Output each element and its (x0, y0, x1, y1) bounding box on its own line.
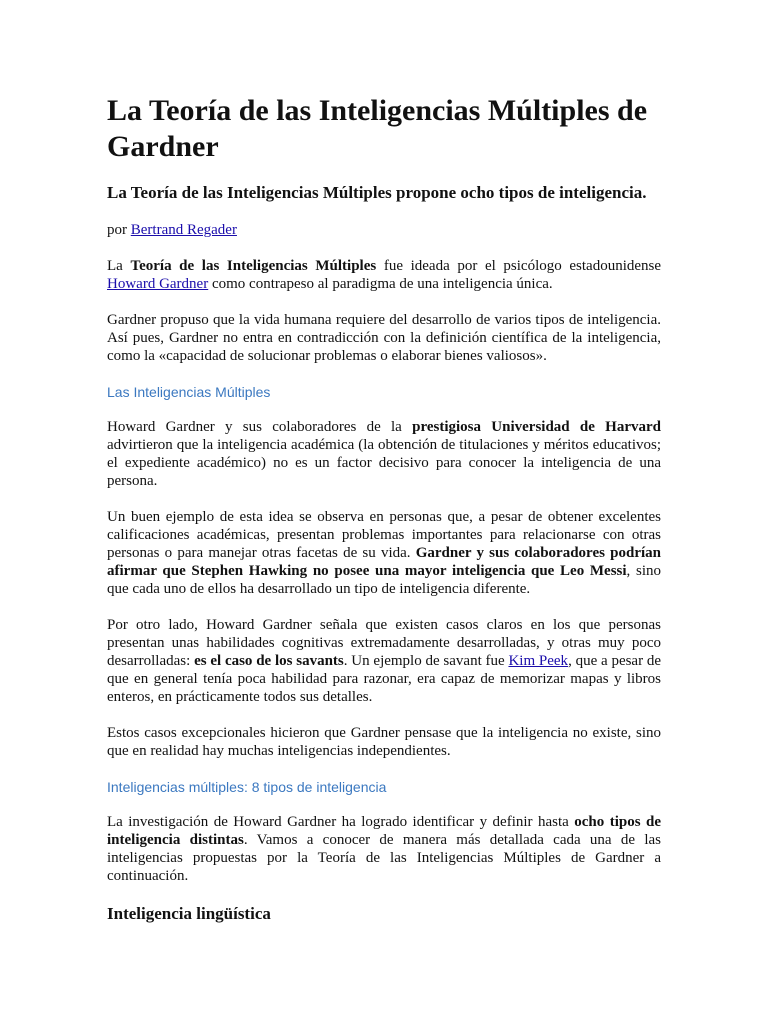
paragraph-text: Un buen ejemplo de esta idea se observa en personas que, a pesar de obtener excelentes calificaciones académicas, presentan problemas importantes para relacionarse con otras personas o para manejar otras facetas de su vida. (107, 509, 661, 561)
paragraph-text: fue ideada por el psicólogo estadounidense (376, 258, 662, 274)
paragraph-text: La (107, 258, 131, 274)
byline (107, 221, 661, 239)
bold-text: Gardner y sus colaboradores podrían afirmar que Stephen Hawking no posee una mayor inteligencia que Leo Messi (107, 545, 661, 579)
section-heading-inteligencias-multiples: Las Inteligencias Múltiples (107, 384, 271, 400)
paragraph-text: , sino que cada uno de ellos ha desarrollado un tipo de inteligencia diferente. (107, 563, 661, 597)
paragraph-text: . Un ejemplo de savant fue (343, 653, 509, 669)
paragraph-text: , que a pesar de que en general tenía poca habilidad para razonar, era capaz de memorizar mapas y libros enteros, en prácticamente todos sus detalles. (107, 653, 662, 705)
section-heading-ocho-tipos: Inteligencias múltiples: 8 tipos de inteligencia (107, 779, 387, 795)
paragraph-eight-types (107, 813, 661, 885)
paragraph-conclusion: Estos casos excepcionales hicieron que Gardner pensase que la inteligencia no existe, sino que en realidad hay muchas inteligencias independientes. (107, 725, 661, 759)
bold-text: prestigiosa Universidad de Harvard (412, 419, 661, 435)
paragraph-example (107, 508, 661, 598)
heading-inteligencia-linguistica: Inteligencia lingüística (107, 904, 271, 923)
document-title: La Teoría de las Inteligencias Múltiples de Gardner (107, 94, 648, 163)
byline-prefix: por (107, 222, 131, 238)
paragraph-text: Howard Gardner y sus colaboradores de la (107, 419, 413, 435)
bold-text: ocho tipos de inteligencia distintas (107, 814, 661, 848)
paragraph-harvard (107, 418, 661, 490)
document-subtitle: La Teoría de las Inteligencias Múltiples propone ocho tipos de inteligencia. (107, 183, 647, 202)
paragraph-text: advirtieron que la inteligencia académica (la obtención de titulaciones y méritos educativos; el expediente académico) no es un factor decisivo para conocer la inteligencia de una persona. (107, 437, 661, 489)
paragraph-savants (107, 616, 661, 706)
howard-gardner-link[interactable]: Howard Gardner (107, 276, 209, 292)
paragraph-intro (107, 257, 661, 293)
paragraph-text: Por otro lado, Howard Gardner señala que existen casos claros en los que personas presentan unas habilidades cognitivas extremadamente desarrolladas, y otras muy poco desarrolladas: (107, 617, 661, 669)
paragraph-text: . Vamos a conocer de manera más detallada cada una de las inteligencias propuestas por la Teoría de las Inteligencias Múltiples de Gardner a continuación. (107, 832, 661, 884)
kim-peek-link[interactable]: Kim Peek (508, 653, 569, 669)
paragraph-text: como contrapeso al paradigma de una inteligencia única. (208, 276, 553, 292)
paragraph-definition: Gardner propuso que la vida humana requiere del desarrollo de varios tipos de inteligencia. Así pues, Gardner no entra en contradicción con la definición científica de la inteligencia, como la «capacidad de solucionar problemas o elaborar bienes valiosos». (107, 312, 661, 364)
bold-text: Teoría de las Inteligencias Múltiples (130, 258, 377, 274)
paragraph-text: La investigación de Howard Gardner ha logrado identificar y definir hasta (107, 814, 575, 830)
author-link[interactable]: Bertrand Regader (130, 222, 237, 238)
bold-text: es el caso de los savants (194, 653, 344, 669)
